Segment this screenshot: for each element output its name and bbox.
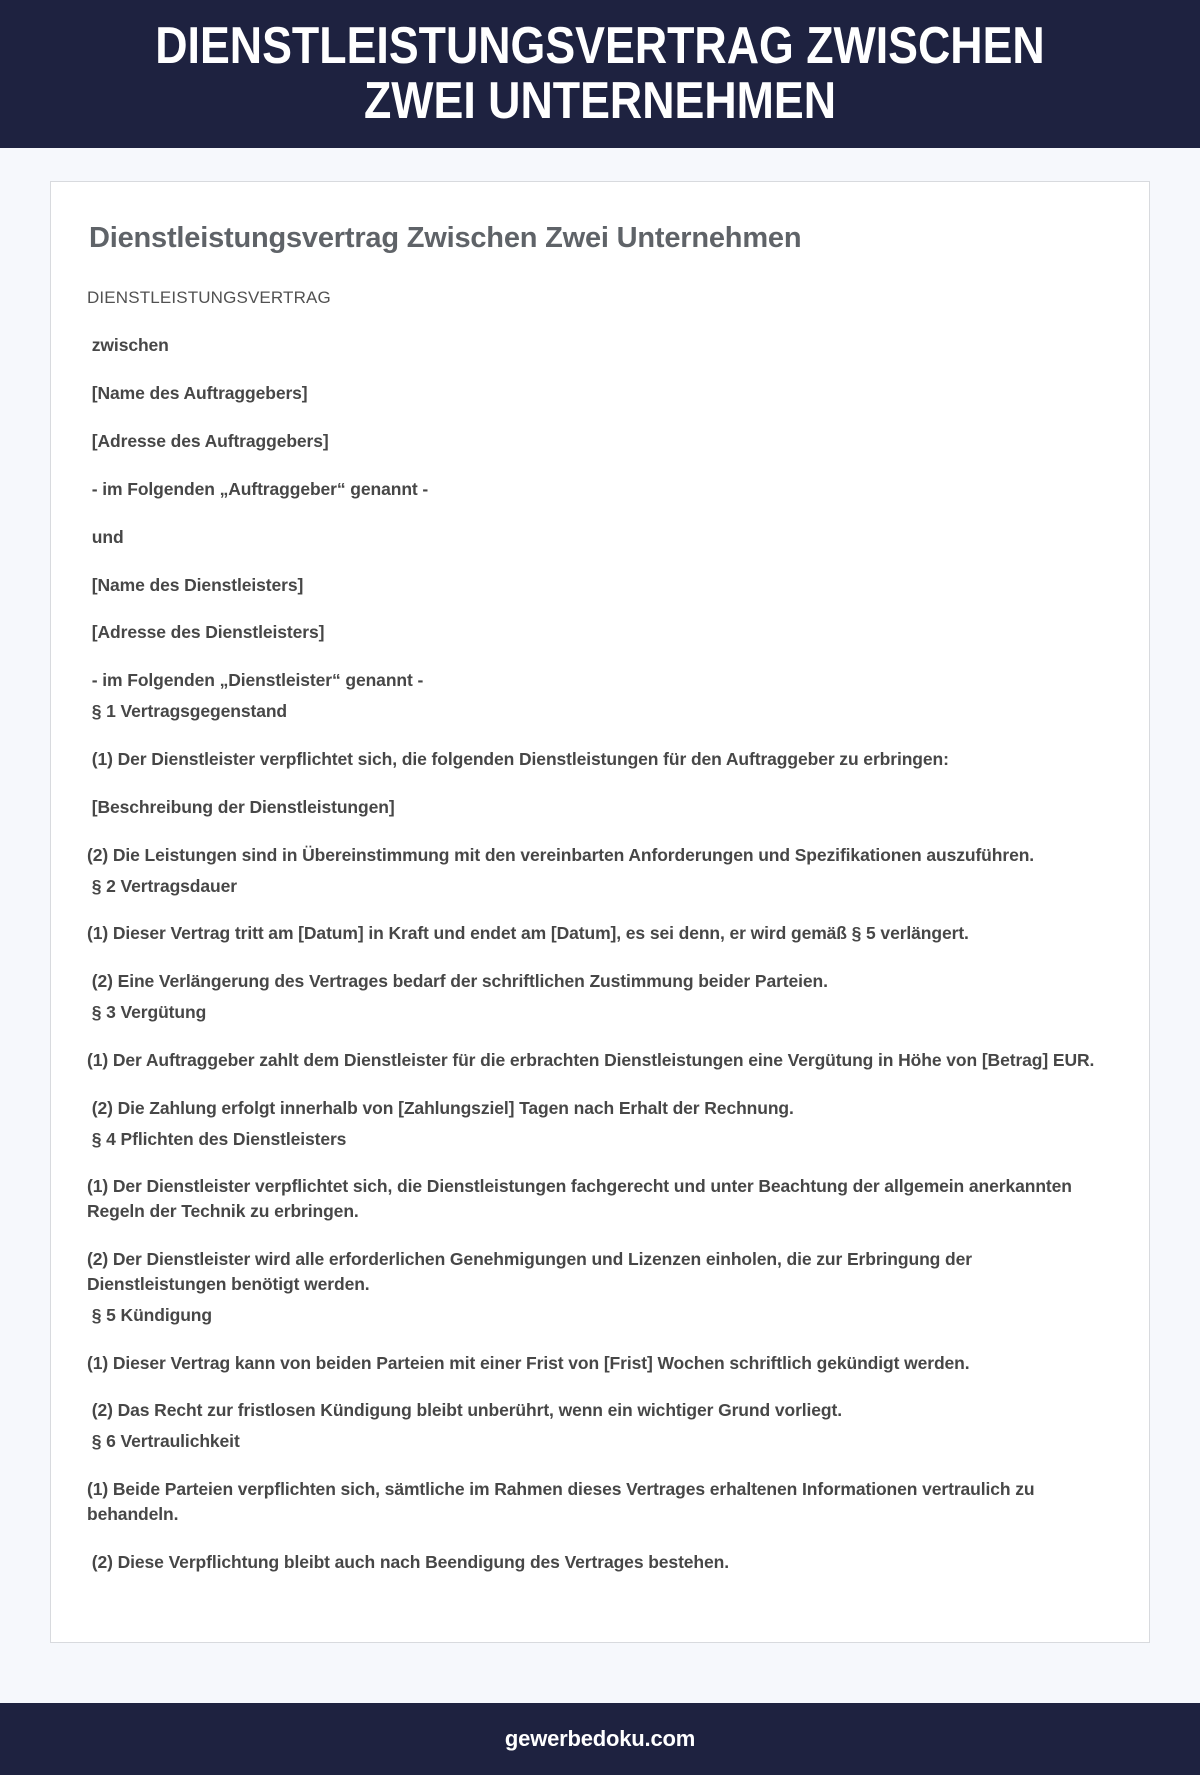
site-footer-domain: gewerbedoku.com (504, 1725, 696, 1751)
document-card (50, 181, 1150, 1643)
document-paragraph: (1) Der Dienstleister verpflichtet sich, die Dienstleistungen fachgerecht und unter Beachtung der allgemein anerkannten Regeln der Technik zu erbringen. (87, 1176, 1077, 1222)
document-paragraph: (1) Der Dienstleister verpflichtet sich, die folgenden Dienstleistungen für den Auftraggeber zu erbringen: (87, 748, 949, 769)
document-paragraph: [Adresse des Dienstleisters] (87, 622, 325, 643)
document-section-heading: § 3 Vergütung (87, 1002, 207, 1023)
document-paragraph: [Name des Dienstleisters] (87, 574, 304, 595)
document-section-heading: § 4 Pflichten des Dienstleisters (87, 1128, 347, 1149)
document-section-heading: § 6 Vertraulichkeit (87, 1431, 240, 1452)
document-title: Dienstleistungsvertrag Zwischen Zwei Unternehmen (89, 222, 802, 254)
document-paragraph: (1) Der Auftraggeber zahlt dem Dienstleister für die erbrachten Dienstleistungen eine Vergütung in Höhe von [Betrag] EUR. (87, 1049, 1095, 1070)
document-paragraph: zwischen (87, 335, 169, 356)
document-paragraph: (1) Dieser Vertrag tritt am [Datum] in Kraft und endet am [Datum], es sei denn, er wird gemäß § 5 verlängert. (87, 923, 969, 944)
site-footer (0, 1703, 1200, 1775)
document-body (87, 286, 1113, 1574)
document-section-heading: § 5 Kündigung (87, 1304, 212, 1325)
document-paragraph: (2) Der Dienstleister wird alle erforderlichen Genehmigungen und Lizenzen einholen, die zur Erbringung der Dienstleistungen benötigt werden. (87, 1249, 977, 1294)
page-header-banner (0, 0, 1200, 148)
document-paragraph: [Adresse des Auftraggebers] (87, 431, 329, 452)
document-section-heading: § 2 Vertragsdauer (87, 875, 237, 896)
document-paragraph: (2) Die Leistungen sind in Übereinstimmung mit den vereinbarten Anforderungen und Spezifikationen auszuführen. (87, 844, 1035, 865)
document-paragraph: (1) Beide Parteien verpflichten sich, sämtliche im Rahmen dieses Vertrages erhaltenen Informationen vertraulich zu behandeln. (87, 1479, 1040, 1524)
page-header-title: DIENSTLEISTUNGSVERTRAG ZWISCHEN ZWEI UNTERNEHMEN (155, 16, 1045, 130)
document-paragraph: und (87, 526, 124, 547)
document-paragraph: [Name des Auftraggebers] (87, 383, 308, 404)
document-paragraph: (2) Die Zahlung erfolgt innerhalb von [Zahlungsziel] Tagen nach Erhalt der Rechnung. (87, 1097, 794, 1118)
main-content (0, 148, 1200, 1703)
document-paragraph: [Beschreibung der Dienstleistungen] (87, 796, 395, 817)
document-paragraph: (1) Dieser Vertrag kann von beiden Parteien mit einer Frist von [Frist] Wochen schriftlich gekündigt werden. (87, 1352, 970, 1373)
document-paragraph: - im Folgenden „Dienstleister“ genannt - (87, 670, 424, 691)
document-paragraph: DIENSTLEISTUNGSVERTRAG (87, 288, 331, 308)
document-paragraph: (2) Diese Verpflichtung bleibt auch nach Beendigung des Vertrages bestehen. (87, 1551, 729, 1572)
document-paragraph: (2) Eine Verlängerung des Vertrages bedarf der schriftlichen Zustimmung beider Parteien. (87, 971, 828, 992)
document-paragraph: (2) Das Recht zur fristlosen Kündigung bleibt unberührt, wenn ein wichtiger Grund vorliegt. (87, 1400, 843, 1421)
document-paragraph: - im Folgenden „Auftraggeber“ genannt - (87, 478, 429, 499)
document-section-heading: § 1 Vertragsgegenstand (87, 701, 288, 722)
